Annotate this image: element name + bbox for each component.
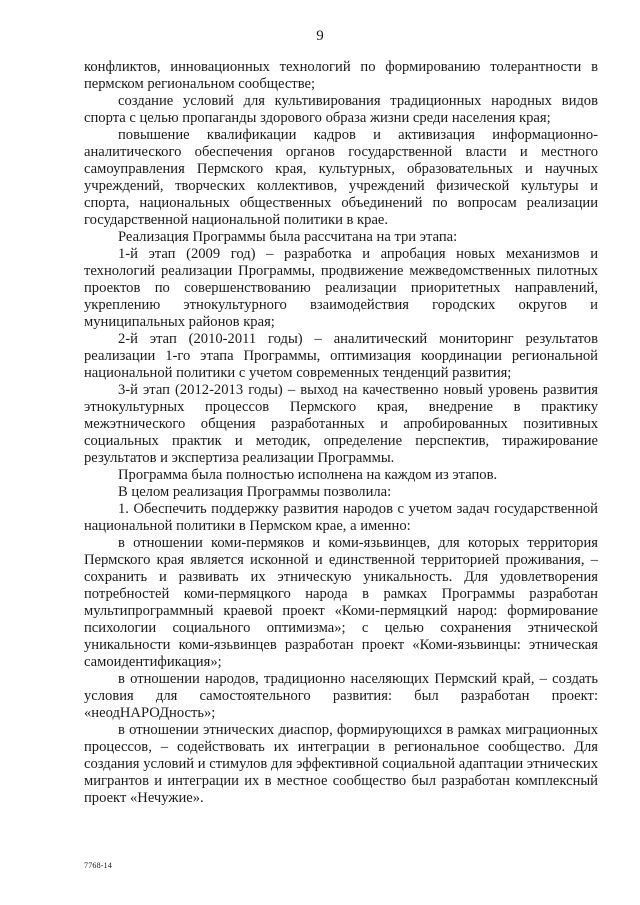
document-body xyxy=(84,59,598,807)
paragraph: В целом реализация Программы позволила: xyxy=(118,484,392,500)
paragraph: Программа была полностью исполнена на каждом из этапов. xyxy=(118,467,498,483)
paragraph: конфликтов, инновационных технологий по формированию толерантности в пермском региональном сообществе; xyxy=(84,59,598,92)
paragraph: повышение квалификации кадров и активизация информационно-аналитического обеспечения органов государственной власти и местного самоуправления Пермского края, культурных, образовательных и научных учреждений, творческих коллективов, учреждений физической культуры и спорта, национальных общественных объединений по вопросам реализации государственной национальной политики в крае. xyxy=(84,127,598,228)
page-number: 9 xyxy=(316,28,324,44)
paragraph: 1. Обеспечить поддержку развития народов с учетом задач государственной национальной политики в Пермском крае, а именно: xyxy=(84,501,598,534)
paragraph: создание условий для культивирования традиционных народных видов спорта с целью пропаганды здорового образа жизни среди населения края; xyxy=(84,93,598,126)
paragraph: Реализация Программы была рассчитана на три этапа: xyxy=(118,229,458,245)
paragraph: в отношении народов, традиционно населяющих Пермский край, – создать условия для самостоятельного развития: был разработан проект: «неодНАРОДность»; xyxy=(84,671,598,721)
document-code: 7768-14 xyxy=(84,861,113,870)
paragraph: 3-й этап (2012-2013 годы) – выход на качественно новый уровень развития этнокультурных процессов Пермского края, внедрение в практику межэтнического общения разработанных и апробированных позитивных социальных практик и методик, определение перспектив, тиражирование результатов и экспертиза реализации Программы. xyxy=(84,382,598,466)
paragraph: 1-й этап (2009 год) – разработка и апробация новых механизмов и технологий реализации Программы, продвижение межведомственных пилотных проектов по совершенствованию реализации приоритетных направлений, укреплению этнокультурного взаимодействия городских округов и муниципальных районов края; xyxy=(84,246,598,330)
paragraph: 2-й этап (2010-2011 годы) – аналитический мониторинг результатов реализации 1-го этапа Программы, оптимизация координации региональной национальной политики с учетом современных тенденций развития; xyxy=(84,331,598,381)
paragraph: в отношении этнических диаспор, формирующихся в рамках миграционных процессов, – содействовать их интеграции в региональное сообщество. Для создания условий и стимулов для эффективной социальной адаптации этнических мигрантов и интеграции их в местное сообщество был разработан комплексный проект «Нечужие». xyxy=(84,722,598,806)
paragraph: в отношении коми-пермяков и коми-язьвинцев, для которых территория Пермского края является исконной и единственной территорией проживания, – сохранить и развивать их этническую уникальность. Для удовлетворения потребностей коми-пермяцкого народа в рамках Программы разработан мультипрограммный краевой проект «Коми-пермяцкий народ: формирование психологии социального оптимизма»; с целью сохранения этнической уникальности коми-язьвинцев разработан проект «Коми-язьвинцы: этническая самоидентификация»; xyxy=(84,535,598,670)
